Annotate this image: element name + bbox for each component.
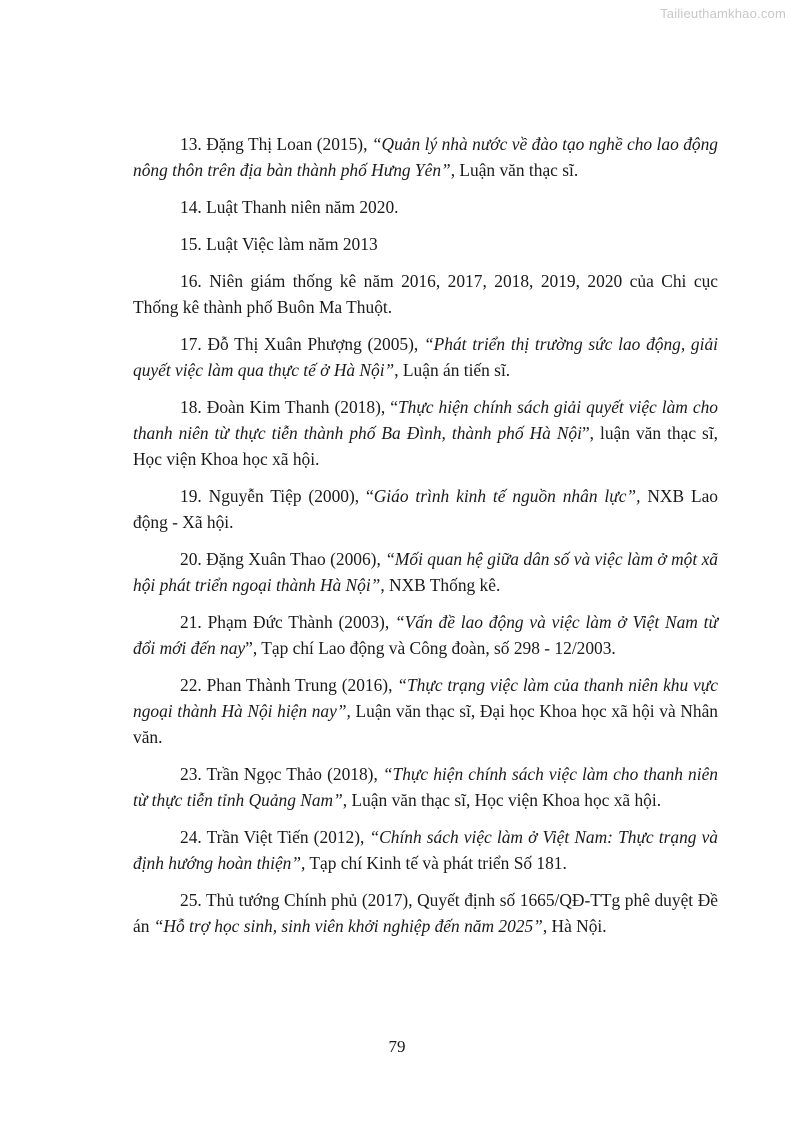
reference-pre: Đỗ Thị Xuân Phượng (2005), [207,334,424,354]
reference-title: Thực hiện chính sách giải quyết việc làm cho thanh niên từ thực tiễn thành phố Ba Đình, thành phố Hà Nội [133,397,718,443]
reference-pre: Trần Ngọc Thảo (2018), [206,764,383,784]
reference-post: ”, luận văn thạc sĩ, Học viện Khoa học xã hội. [133,423,718,469]
reference-post: Tạp chí Kinh tế và phát triển Số 181. [305,853,567,873]
reference-title: “Phát triển thị trường sức lao động, giải quyết việc làm qua thực tế ở Hà Nội” [133,334,718,380]
reference-item [133,231,718,257]
reference-num: 20. [180,549,202,569]
reference-title: “Thực hiện chính sách việc làm cho thanh niên từ thực tiễn tỉnh Quảng Nam” [133,764,719,810]
reference-post: , Hà Nội. [542,916,607,936]
reference-post: , NXB Thống kê. [380,575,501,595]
reference-item [133,761,718,813]
reference-num: 14. [180,197,202,217]
reference-item [133,546,718,598]
reference-num: 15. [180,234,202,254]
watermark: Tailieuthamkhao.com [660,6,786,21]
reference-title: “Vấn đề lao động và việc làm ở Việt Nam từ đổi mới đến nay [133,612,718,658]
reference-pre: Trần Việt Tiến (2012), [206,827,370,847]
reference-title: Giáo trình kinh tế nguồn nhân lực”, [373,486,641,506]
reference-num: 19. [180,486,202,506]
reference-pre: Nguyễn Tiệp (2000), “ [208,486,374,506]
reference-pre: Đặng Xuân Thao (2006), [206,549,386,569]
reference-num: 13. [180,134,202,154]
reference-num: 21. [180,612,202,632]
reference-pre: Phạm Đức Thành (2003), [207,612,396,632]
reference-item [133,609,718,661]
reference-pre: Thủ tướng Chính phủ (2017), Quyết định số 1665/QĐ-TTg phê duyệt Đề án [133,890,718,936]
reference-pre: Phan Thành Trung (2016), [206,675,398,695]
reference-pre: Đoàn Kim Thanh (2018), “ [206,397,398,417]
reference-item [133,887,718,939]
reference-title: “Hỗ trợ học sinh, sinh viên khởi nghiệp đến năm 2025” [153,916,543,936]
reference-pre: Luật Việc làm năm 2013 [206,234,378,254]
reference-pre: Luật Thanh niên năm 2020. [206,197,399,217]
page-number: 79 [388,1037,406,1056]
reference-num: 17. [180,334,202,354]
reference-item [133,394,718,472]
reference-item [133,672,718,750]
reference-post: , Luận án tiến sĩ. [394,360,511,380]
reference-post: ”, Tạp chí Lao động và Công đoàn, số 298 - 12/2003. [245,638,616,658]
reference-num: 23. [180,764,202,784]
reference-title: “Quản lý nhà nước về đào tạo nghề cho lao động nông thôn trên địa bàn thành phố Hưng Yên” [133,134,718,180]
reference-pre: Niên giám thống kê năm 2016, 2017, 2018, 2019, 2020 của Chi cục Thống kê thành phố Buôn Ma Thuột. [133,271,718,317]
reference-item [133,194,718,220]
reference-title: “Thực trạng việc làm của thanh niên khu vực ngoại thành Hà Nội hiện nay”, [133,675,718,721]
reference-num: 24. [180,827,202,847]
reference-item [133,131,718,183]
reference-title: “Mối quan hệ giữa dân số và việc làm ở một xã hội phát triển ngoại thành Hà Nội” [133,549,718,595]
reference-num: 25. [180,890,202,910]
reference-item [133,268,718,320]
reference-post: NXB Lao động - Xã hội. [133,486,718,532]
reference-post: , Luận văn thạc sĩ, Học viện Khoa học xã hội. [342,790,662,810]
reference-list [133,131,718,950]
reference-item [133,483,718,535]
reference-pre: Đặng Thị Loan (2015), [206,134,372,154]
reference-num: 16. [180,271,202,291]
reference-item [133,824,718,876]
reference-post: Luận văn thạc sĩ, Đại học Khoa học xã hội và Nhân văn. [133,701,718,747]
reference-num: 22. [180,675,202,695]
reference-title: “Chính sách việc làm ở Việt Nam: Thực trạng và định hướng hoàn thiện”, [133,827,718,873]
reference-item [133,331,718,383]
reference-post: , Luận văn thạc sĩ. [450,160,579,180]
reference-num: 18. [180,397,202,417]
